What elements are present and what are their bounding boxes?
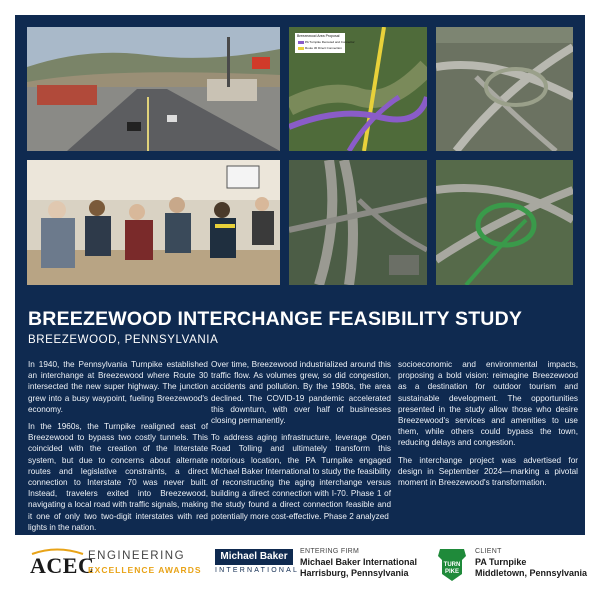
paragraph: In the 1960s, the Turnpike realigned east of Breezewood to bypass two costly tunnels. This coincided with the creation of the Interstate system, but due to concerns about alternate routes and legislative constraints, a direct connection to Interstate 70 was never built. Instead, travelers exited into Breezewood, navigating a local road with traffic signals, making it one of only two two-digit interstates with red lights in the nation. — [28, 422, 208, 532]
aerial-rendering-wide-photo — [436, 160, 573, 285]
firm-city: Harrisburg, Pennsylvania — [300, 568, 409, 578]
client-city: Middletown, Pennsylvania — [475, 568, 588, 578]
page-title: BREEZEWOOD INTERCHANGE FEASIBILITY STUDY — [28, 308, 523, 330]
map-legend-item-1: PA Turnpike Rerouted and Connector — [305, 40, 355, 44]
firm-name: Michael Baker International — [300, 557, 418, 567]
text-column-1 — [28, 359, 208, 539]
aerial-rendering-photo — [289, 160, 427, 285]
paragraph: socioeconomic and environmental impacts, proposing a bold vision: reimagine Breezewood as a destination for outdoor tourism and sustainable development. The opportunities presented in the study allow those who desire Breezewood's services and amenities to use them, while others could bypass the town, reducing delays and congestion. — [398, 360, 578, 448]
paragraph: Over time, Breezewood industrialized around this traffic flow. As volumes grew, so did congestion, accidents and pollution. By the 1980s, the area declined. The COVID-19 pandemic accelerated this downturn, with over half of businesses closing permanently. — [211, 360, 391, 426]
firm-label: ENTERING FIRM — [300, 548, 360, 555]
page-subtitle: BREEZEWOOD, PENNSYLVANIA — [28, 334, 219, 346]
paragraph: The interchange project was advertised for design in September 2024—marking a pivotal moment in Breezewood's transformation. — [398, 455, 578, 488]
highway-town-photo — [27, 27, 280, 151]
keystone-text-2: PIKE — [444, 569, 460, 575]
michael-baker-logo: Michael Baker — [215, 549, 293, 565]
paragraph: To address aging infrastructure, leverage Open Road Tolling and ultimately transform this notorious location, the PA Turnpike engaged Michael Baker International to study the feasibility of reconstructing the aging interchange versus building a direct connection with I-70. Phase 1 of the study found a direct connection feasible and potentially more cost-effective. Phase 2 analyzed — [211, 433, 391, 521]
michael-baker-sub: INTERNATIONAL — [215, 567, 300, 574]
paragraph: In 1940, the Pennsylvania Turnpike established an interchange at Breezewood where Route 30 intersected the new super highway. The junction grew into a busy waypoint, fueling Breezewood's economy. — [28, 360, 208, 414]
text-column-2 — [211, 359, 391, 528]
public-meeting-photo — [27, 160, 280, 285]
keystone-text-1: TURN — [443, 562, 461, 568]
client-label: CLIENT — [475, 548, 502, 555]
text-column-3 — [398, 359, 578, 494]
awards-line-1: ENGINEERING — [88, 550, 186, 562]
turnpike-keystone-icon — [437, 548, 467, 582]
acec-logo: ACEC — [30, 553, 95, 578]
awards-line-2: EXCELLENCE AWARDS — [88, 565, 202, 575]
client-name: PA Turnpike — [475, 557, 527, 567]
map-legend-item-2: Route 30 Direct Connection — [305, 46, 342, 50]
aerial-interchange-photo — [436, 27, 573, 151]
map-legend-title: Breezewood Area Proposal — [297, 34, 340, 38]
